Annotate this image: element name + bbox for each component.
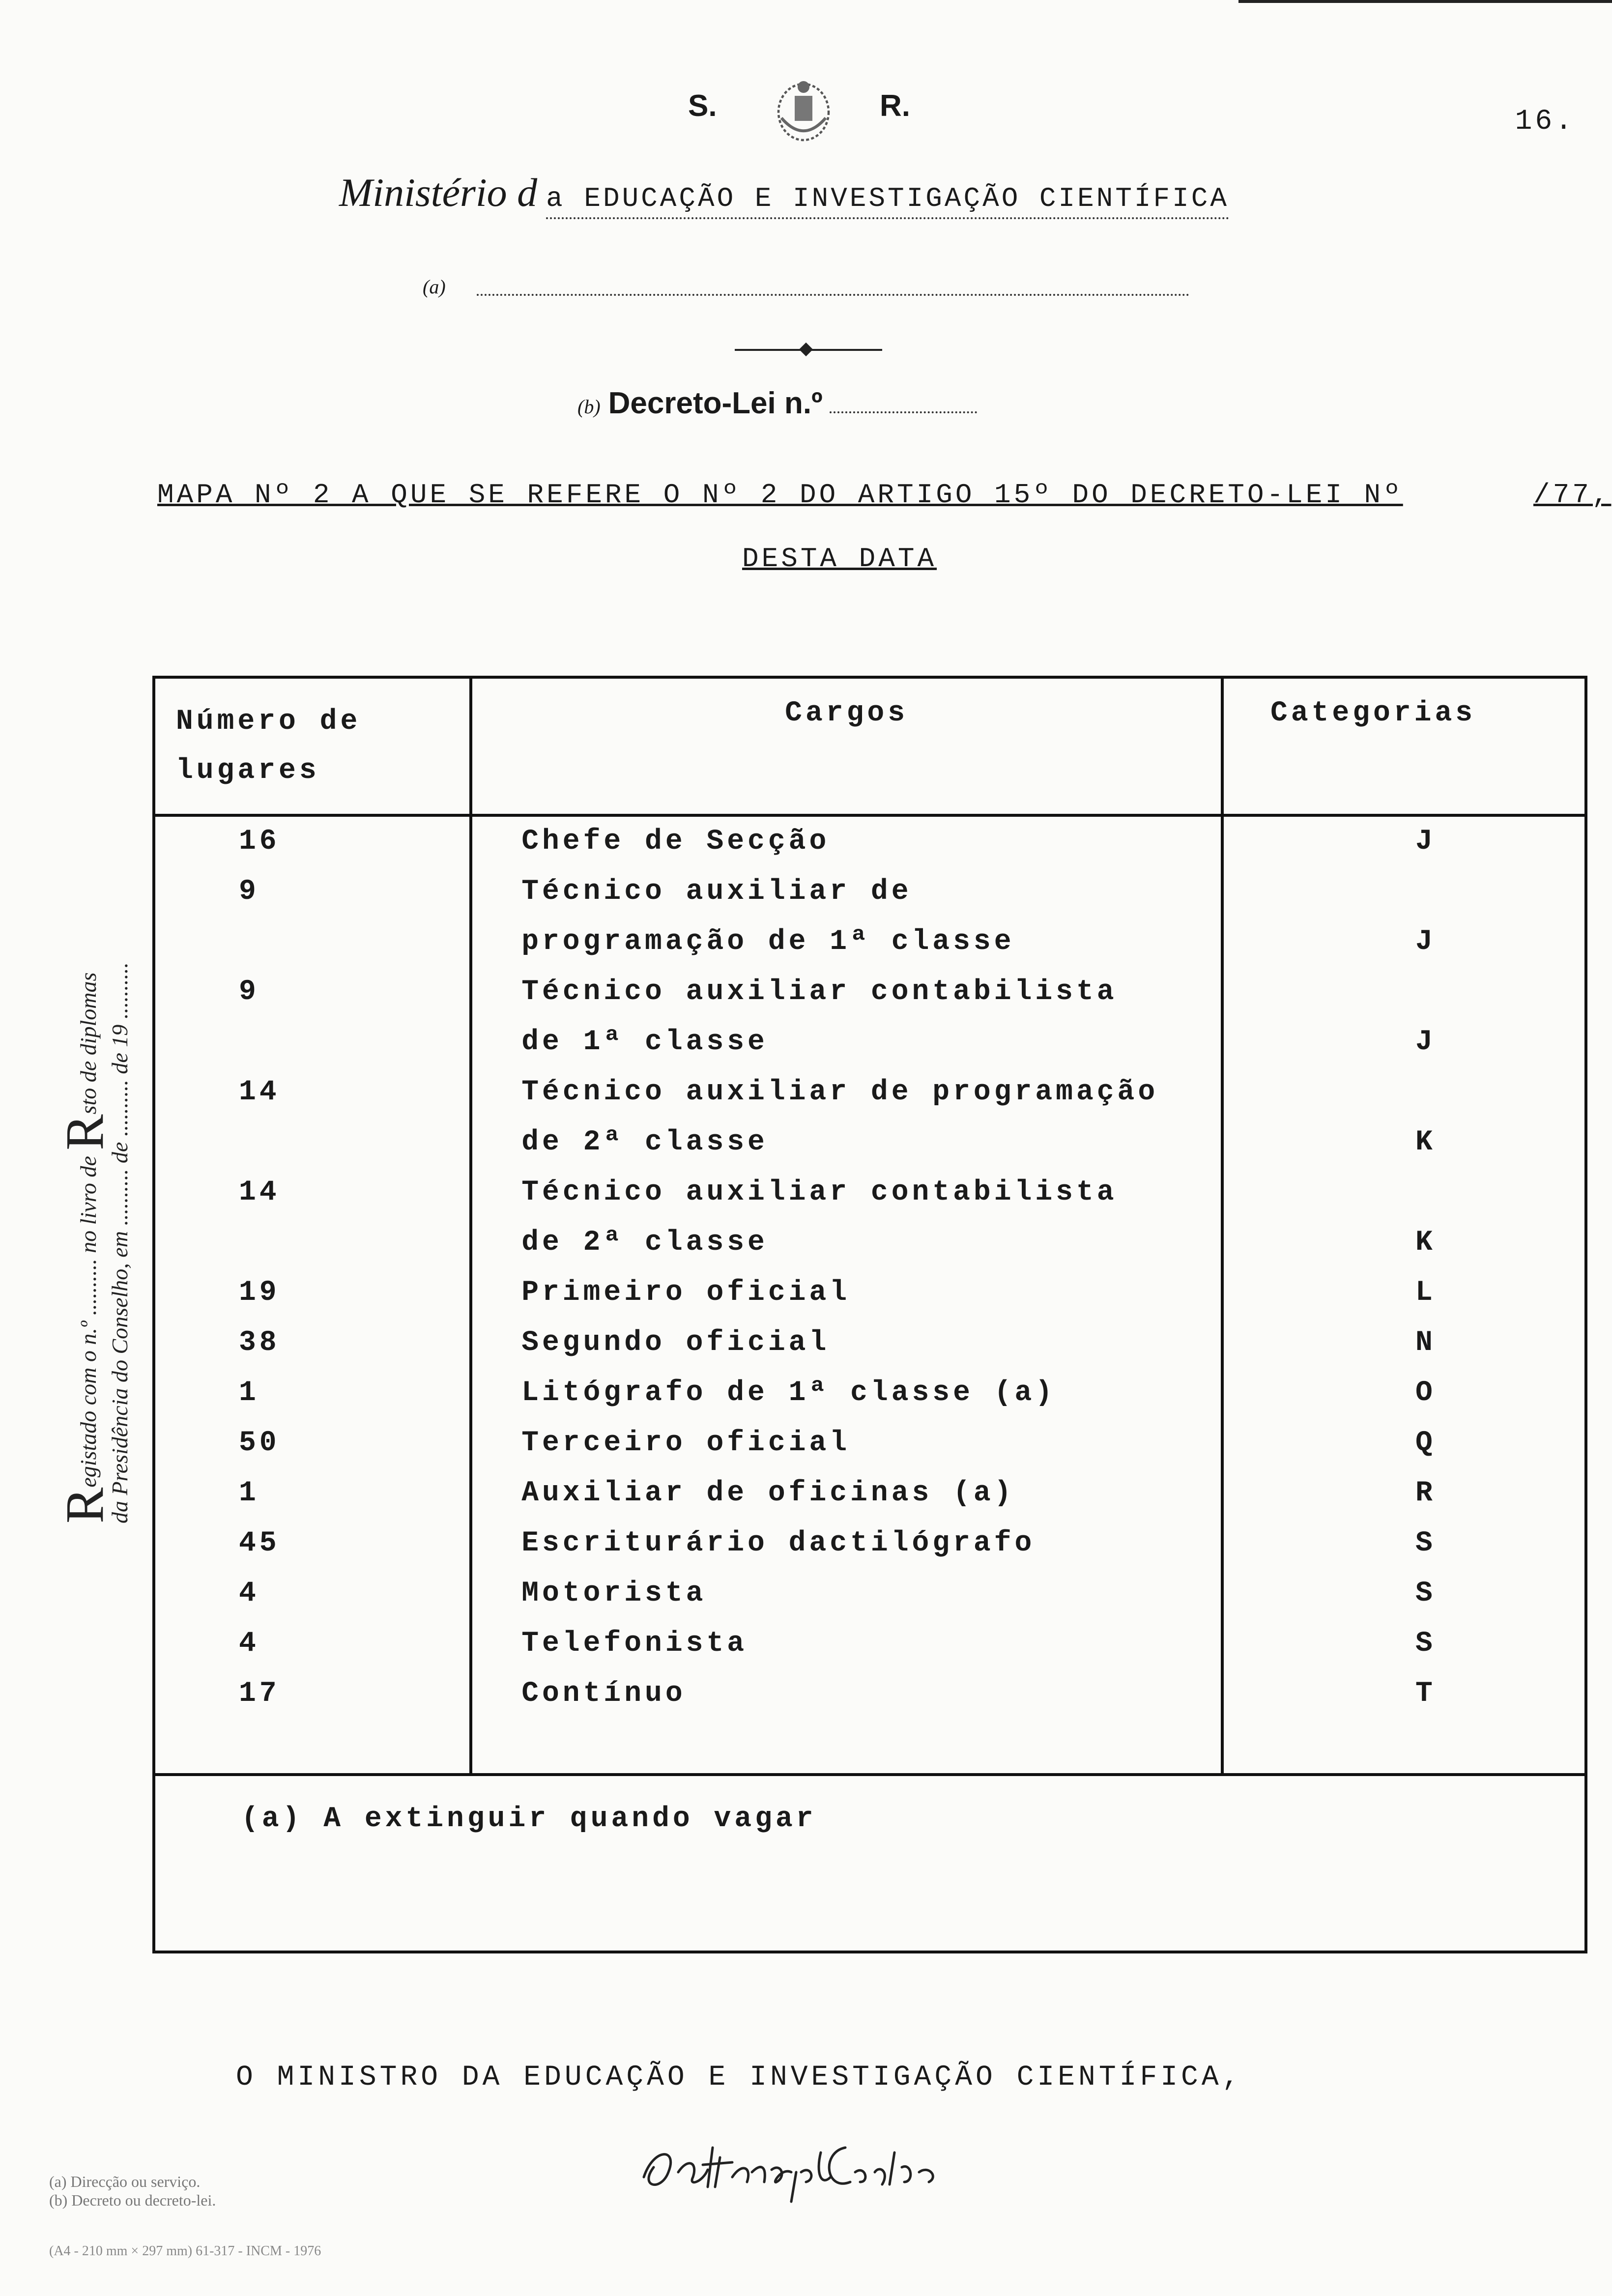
sr-right: R. bbox=[880, 89, 910, 123]
row-number: 38 bbox=[239, 1327, 280, 1359]
row-number: 9 bbox=[239, 976, 259, 1008]
row-number: 45 bbox=[239, 1527, 280, 1559]
top-border-line bbox=[1238, 0, 1612, 3]
row-number: 17 bbox=[239, 1678, 280, 1710]
cargo-column bbox=[471, 815, 1222, 1775]
row-categoria: J bbox=[1415, 926, 1436, 958]
header-col1-line2: lugares bbox=[176, 755, 320, 787]
row-cargo: Segundo oficial bbox=[521, 1327, 830, 1359]
row-categoria: T bbox=[1415, 1678, 1436, 1710]
coat-of-arms-icon bbox=[767, 74, 840, 147]
decree-text: Decreto-Lei n.º bbox=[608, 386, 823, 420]
minister-signature bbox=[634, 2118, 1027, 2211]
row-number: 1 bbox=[239, 1477, 259, 1509]
table-footnote: (a) A extinguir quando vagar bbox=[154, 1775, 1586, 1952]
decree-dotted-line bbox=[830, 411, 977, 413]
legend-a: (a) Direcção ou serviço. bbox=[49, 2173, 201, 2190]
row-categoria: K bbox=[1415, 1227, 1436, 1259]
ministry-name: a EDUCAÇÃO E INVESTIGAÇÃO CIENTÍFICA bbox=[546, 183, 1229, 219]
decree-number: /77, bbox=[1533, 479, 1612, 511]
field-a-label: (a) bbox=[423, 276, 446, 298]
row-cargo: de 1ª classe bbox=[521, 1026, 768, 1058]
row-categoria-blank bbox=[1224, 967, 1584, 1017]
row-number-blank bbox=[155, 1218, 469, 1268]
row-categoria: N bbox=[1415, 1327, 1436, 1359]
row-cargo: Telefonista bbox=[521, 1628, 748, 1660]
row-cargo: de 2ª classe bbox=[521, 1126, 768, 1158]
direction-field bbox=[423, 275, 446, 298]
row-cargo: Escriturário dactilógrafo bbox=[521, 1527, 1036, 1559]
row-cargo: Técnico auxiliar contabilista bbox=[521, 976, 1118, 1008]
diamond-ornament-icon bbox=[799, 343, 813, 356]
row-cargo: Técnico auxiliar contabilista bbox=[521, 1177, 1118, 1208]
row-number-blank bbox=[155, 1118, 469, 1168]
row-categoria-blank bbox=[1224, 1067, 1584, 1118]
row-cargo: programação de 1ª classe bbox=[521, 926, 1015, 958]
category-column bbox=[1222, 815, 1586, 1775]
margin-initial: R bbox=[55, 1487, 115, 1523]
row-categoria: O bbox=[1415, 1377, 1436, 1409]
row-categoria: R bbox=[1415, 1477, 1436, 1509]
row-categoria: Q bbox=[1415, 1427, 1436, 1459]
legend-b: (b) Decreto ou decreto-lei. bbox=[49, 2191, 216, 2209]
row-categoria: J bbox=[1415, 1026, 1436, 1058]
number-column bbox=[154, 815, 471, 1775]
row-cargo: Auxiliar de oficinas (a) bbox=[521, 1477, 1015, 1509]
row-categoria: S bbox=[1415, 1527, 1436, 1559]
row-number: 19 bbox=[239, 1277, 280, 1309]
row-number: 14 bbox=[239, 1076, 280, 1108]
row-cargo: Contínuo bbox=[521, 1678, 686, 1710]
row-cargo: Primeiro oficial bbox=[521, 1277, 851, 1309]
row-cargo: Chefe de Secção bbox=[521, 826, 830, 858]
margin-note-line2: da Presidência do Conselho, em .......... de .......... de 19 .......... bbox=[107, 962, 132, 1523]
map-title: MAPA Nº 2 A QUE SE REFERE O Nº 2 DO ARTIGO 15º DO DECRETO-LEI Nº bbox=[157, 479, 1403, 511]
margin-text2: sto de diplomas bbox=[76, 972, 101, 1115]
map-subtitle: DESTA DATA bbox=[742, 543, 937, 574]
row-cargo: Litógrafo de 1ª classe (a) bbox=[521, 1377, 1056, 1409]
row-categoria: S bbox=[1415, 1628, 1436, 1660]
row-number: 16 bbox=[239, 826, 280, 858]
row-categoria: S bbox=[1415, 1578, 1436, 1609]
header-categorias bbox=[1222, 677, 1586, 815]
row-number: 50 bbox=[239, 1427, 280, 1459]
sr-left: S. bbox=[688, 89, 717, 123]
row-categoria-blank bbox=[1224, 1168, 1584, 1218]
row-number-blank bbox=[155, 1017, 469, 1067]
row-cargo: Técnico auxiliar de programação bbox=[521, 1076, 1159, 1108]
page-number: 16. bbox=[1515, 106, 1575, 138]
staff-map-table bbox=[152, 676, 1587, 1953]
row-number-blank bbox=[155, 917, 469, 967]
ministry-heading bbox=[339, 170, 1229, 216]
form-code: (A4 - 210 mm × 297 mm) 61-317 - INCM - 1976 bbox=[49, 2243, 321, 2259]
row-categoria: L bbox=[1415, 1277, 1436, 1309]
row-cargo: Motorista bbox=[521, 1578, 707, 1609]
row-number: 9 bbox=[239, 876, 259, 908]
decree-line bbox=[577, 386, 977, 421]
row-categoria: K bbox=[1415, 1126, 1436, 1158]
row-cargo: Terceiro oficial bbox=[521, 1427, 851, 1459]
form-legend bbox=[49, 2172, 216, 2210]
field-a-dotted-line bbox=[477, 294, 1189, 296]
row-cargo: de 2ª classe bbox=[521, 1227, 768, 1259]
margin-note-line1 bbox=[55, 595, 115, 1523]
header-col3: Categorias bbox=[1270, 697, 1476, 729]
header-col1-line1: Número de bbox=[176, 706, 361, 738]
minister-title: O MINISTRO DA EDUCAÇÃO E INVESTIGAÇÃO CIENTÍFICA, bbox=[236, 2062, 1243, 2094]
ministry-script: Ministério d bbox=[339, 170, 538, 215]
row-categoria-blank bbox=[1224, 867, 1584, 917]
row-cargo: Técnico auxiliar de bbox=[521, 876, 912, 908]
row-number: 4 bbox=[239, 1628, 259, 1660]
row-number: 14 bbox=[239, 1177, 280, 1208]
row-categoria: J bbox=[1415, 826, 1436, 858]
header-col2: Cargos bbox=[785, 697, 909, 729]
header-cargos bbox=[471, 677, 1222, 815]
decree-label-b: (b) bbox=[577, 396, 601, 418]
margin-text1: egistado com o n.º .......... no livro de bbox=[76, 1150, 101, 1488]
margin-initial2: R bbox=[55, 1114, 115, 1150]
registration-margin-note bbox=[55, 595, 133, 1523]
row-number: 1 bbox=[239, 1377, 259, 1409]
header-number-of-places bbox=[154, 677, 471, 815]
row-number: 4 bbox=[239, 1578, 259, 1609]
